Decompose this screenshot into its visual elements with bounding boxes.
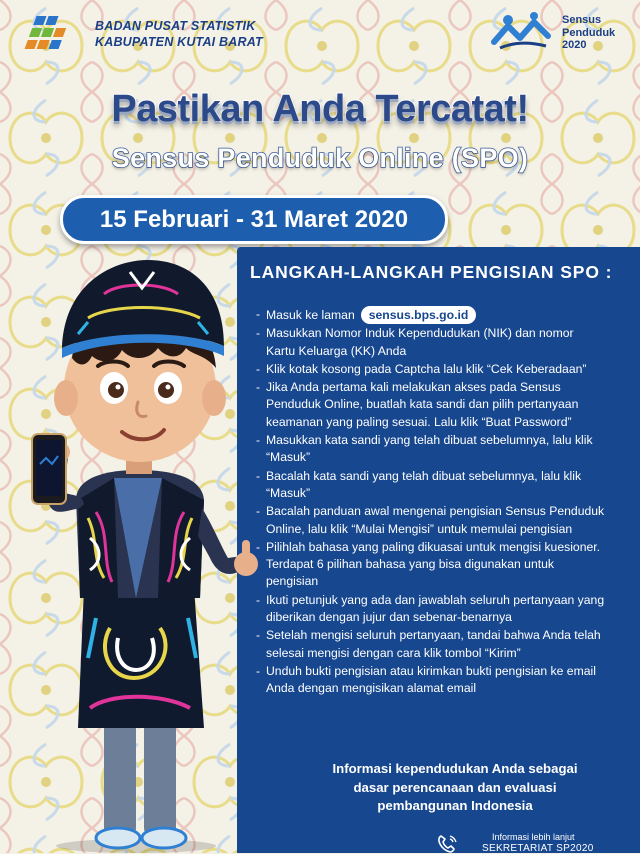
step-item: - Klik kotak kosong pada Captcha lalu klik “Cek Keberadaan” (256, 361, 606, 378)
sp2020-logo-icon (490, 12, 552, 52)
header (0, 0, 640, 70)
steps-heading: LANGKAH-LANGKAH PENGISIAN SPO : (250, 262, 613, 282)
step-item: - Masukkan kata sandi yang telah dibuat sebelumnya, lalu klik “Masuk” (256, 432, 606, 467)
census-line-3: 2020 (562, 39, 587, 51)
org-line-1: BADAN PUSAT STATISTIK (95, 19, 256, 33)
step-item: - Bacalah kata sandi yang telah dibuat sebelumnya, lalu klik “Masuk” (256, 468, 606, 503)
contact-line-2: SEKRETARIAT SP2020 (482, 843, 594, 854)
closing-line-3: pembangunan Indonesia (377, 798, 533, 813)
census-line-2: Penduduk (562, 26, 616, 39)
steps-list (256, 306, 606, 699)
organization-name (95, 18, 263, 50)
step-item: - Unduh bukti pengisian atau kirimkan bukti pengisian ke email Anda dengan mengisikan alamat email (256, 663, 606, 698)
census-label (562, 14, 615, 52)
step-item: - Ikuti petunjuk yang ada dan jawablah seluruh pertanyaan yang diberikan dengan jujur dan sebenar-benarnya (256, 592, 606, 627)
closing-message (290, 760, 620, 816)
main-title: Pastikan Anda Tercatat! (111, 88, 529, 130)
closing-line-2: dasar perencanaan dan evaluasi (353, 779, 557, 795)
bps-logo-icon (22, 12, 84, 58)
mascot-illustration (18, 238, 268, 853)
step-item: - Masukkan Nomor Induk Kependudukan (NIK) dan nomor Kartu Keluarga (KK) Anda (256, 325, 606, 360)
phone-icon (436, 834, 458, 854)
org-line-2: KABUPATEN KUTAI BARAT (95, 35, 263, 49)
contact-info (430, 832, 640, 853)
contact-line-1: Informasi lebih lanjut (492, 832, 575, 842)
step-item: - Pilihlah bahasa yang paling dikuasai untuk mengisi kuesioner. Terdapat 6 pilihan bahasa yang bisa digunakan untuk pengisian (256, 539, 606, 591)
census-line-1: Sensus (562, 14, 602, 26)
step-item: - Bacalah panduan awal mengenai pengisian Sensus Penduduk Online, lalu klik “Mulai Mengisi” untuk memulai pengisian (256, 503, 606, 538)
subtitle: Sensus Penduduk Online (SPO) (111, 143, 529, 173)
url-link[interactable]: sensus.bps.go.id (361, 306, 477, 324)
step-item: - Masuk ke laman sensus.bps.go.id (256, 306, 606, 324)
date-range-badge: 15 Februari - 31 Maret 2020 (60, 195, 448, 244)
step-item: - Jika Anda pertama kali melakukan akses pada Sensus Penduduk Online, buatlah kata sandi dan pilih pertanyaan keamanan yang paling sesuai. Lalu klik “Buat Password” (256, 379, 606, 431)
step-item: - Setelah mengisi seluruh pertanyaan, tandai bahwa Anda telah selesai mengisi dengan cara klik tombol “Kirim” (256, 627, 606, 662)
closing-line-1: Informasi kependudukan Anda sebagai (332, 761, 578, 776)
